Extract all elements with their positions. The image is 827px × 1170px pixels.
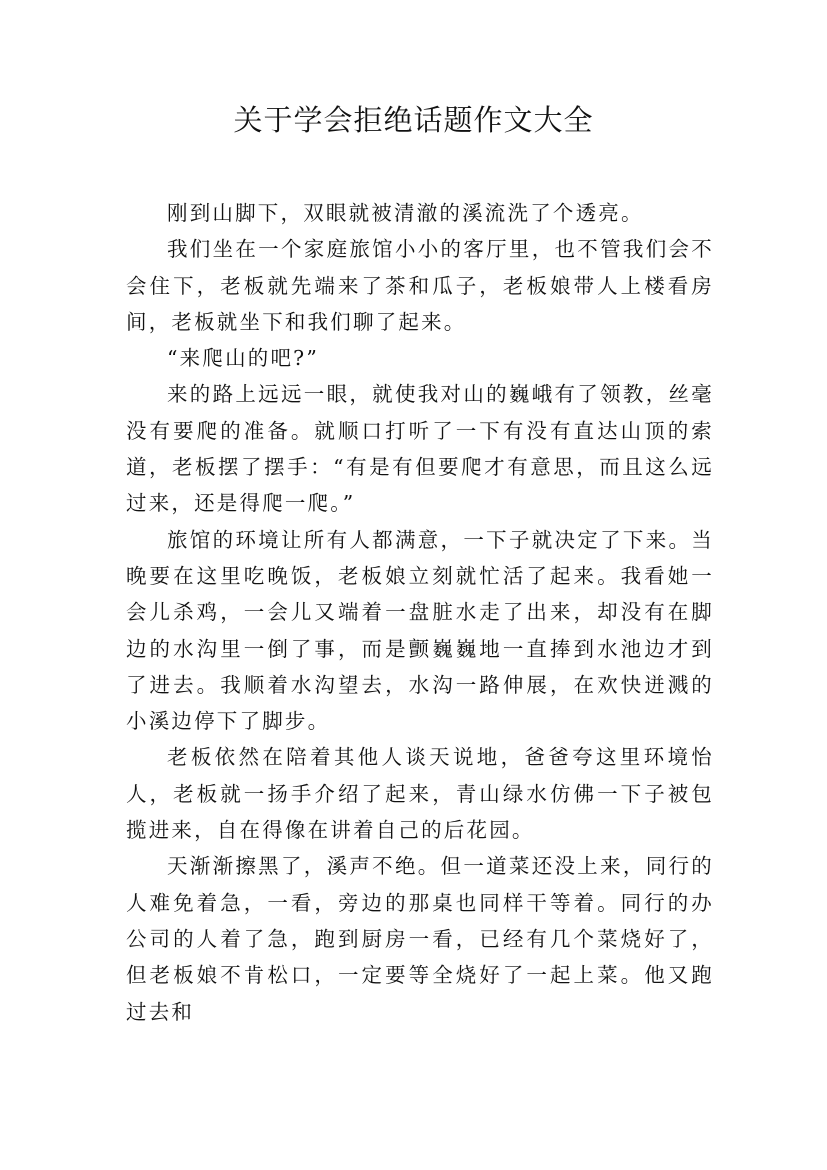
document-body <box>126 195 714 1030</box>
paragraph: 旅馆的环境让所有人都满意，一下子就决定了下来。当晚要在这里吃晚饭，老板娘立刻就忙活了起来。我看她一会儿杀鸡，一会儿又端着一盘脏水走了出来，却没有在脚边的水沟里一倒了事，而是颤巍巍地一直捧到水池边才到了进去。我顺着水沟望去，水沟一路伸展，在欢快迸溅的小溪边停下了脚步。 <box>126 527 714 734</box>
paragraph: 来的路上远远一眼，就使我对山的巍峨有了领教，丝毫没有要爬的准备。就顺口打听了一下有没有直达山顶的索道，老板摆了摆手：“有是有但要爬才有意思，而且这么远过来，还是得爬一爬。” <box>126 382 714 516</box>
paragraph: 老板依然在陪着其他人谈天说地，爸爸夸这里环境怡人，老板就一扬手介绍了起来，青山绿水仿佛一下子被包揽进来，自在得像在讲着自己的后花园。 <box>126 745 714 843</box>
paragraph: 天渐渐擦黑了，溪声不绝。但一道菜还没上来，同行的人难免着急，一看，旁边的那桌也同样干等着。同行的办公司的人着了急，跑到厨房一看，已经有几个菜烧好了，但老板娘不肯松口，一定要等全烧好了一起上菜。他又跑过去和 <box>126 854 714 1024</box>
paragraph: 我们坐在一个家庭旅馆小小的客厅里，也不管我们会不会住下，老板就先端来了茶和瓜子，老板娘带人上楼看房间，老板就坐下和我们聊了起来。 <box>126 237 714 334</box>
paragraph: 刚到山脚下，双眼就被清澈的溪流洗了个透亮。 <box>167 201 644 225</box>
paragraph: “来爬山的吧?” <box>167 346 320 371</box>
document-title: 关于学会拒绝话题作文大全 <box>233 103 594 137</box>
